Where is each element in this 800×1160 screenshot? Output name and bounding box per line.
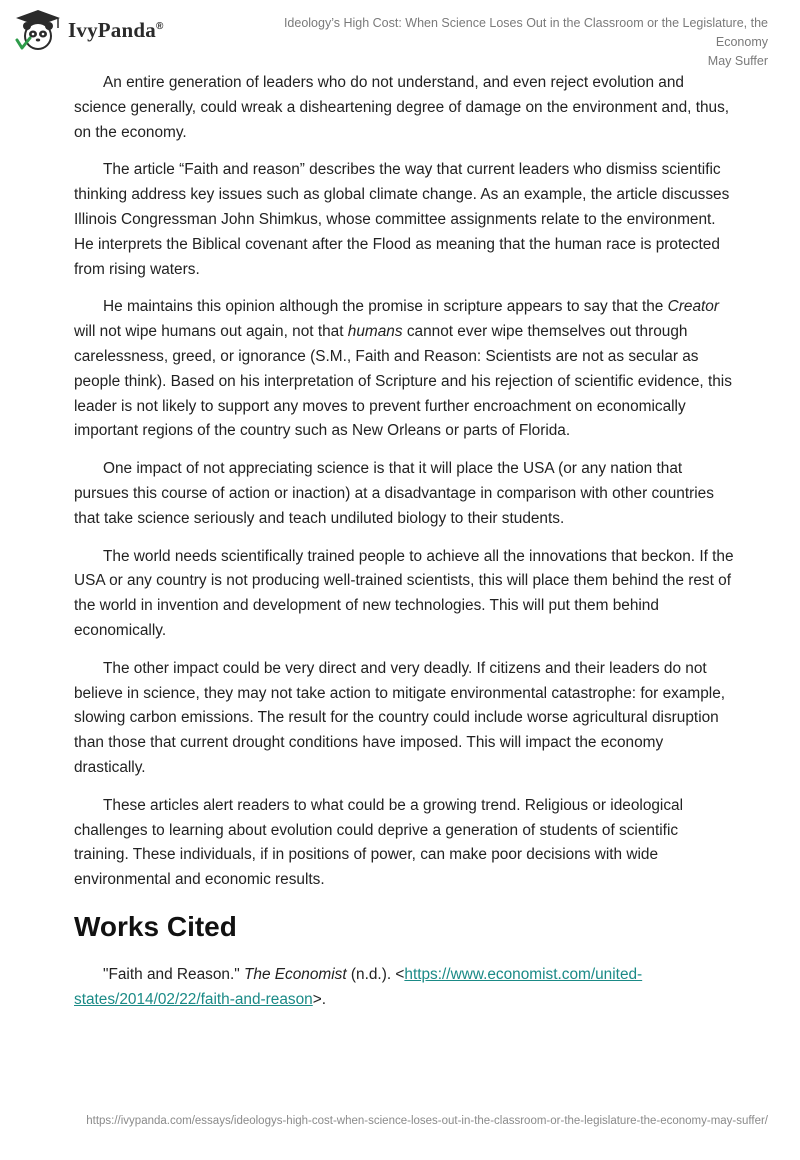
document-title-line-2: May Suffer [707, 54, 768, 68]
emphasis-humans: humans [347, 323, 403, 341]
citation-publication: The Economist [243, 965, 347, 983]
paragraph-6: The other impact could be very direct and very deadly. If citizens and their leaders do not believe in science, they may not take action to mitigate environmental catastrophe: for example, slowing carbon emissions. The result for the country could include worse agricultural disruption than those that current drought conditions have imposed. This will impact the economy drastically. [74, 659, 726, 776]
page-footer-url: https://ivypanda.com/essays/ideologys-high-cost-when-science-loses-out-in-the-classroom-or-the-legislature-the-economy-may-suffer/ [86, 1115, 768, 1127]
paragraph-4: One impact of not appreciating science is that it will place the USA (or any nation that pursues this course of action or inaction) at a disadvantage in comparison with other countries that take science seriously and teach undiluted biology to their students. [74, 460, 714, 527]
paragraph-5: The world needs scientifically trained people to achieve all the innovations that beckon. If the USA or any country is not producing well-trained scientists, this will place them behind the rest of the world in invention and development of new technologies. This will put them behind economically. [74, 547, 734, 639]
paragraph-1: An entire generation of leaders who do not understand, and even reject evolution and science generally, could wreak a disheartening degree of damage on the environment and, thus, on the economy. [74, 74, 730, 141]
document-title-line-1: Ideology’s High Cost: When Science Loses Out in the Classroom or the Legislature, the Economy [283, 16, 768, 49]
document-title [248, 14, 768, 71]
ivypanda-logo[interactable] [14, 8, 214, 52]
paragraph-2: The article “Faith and reason” describes the way that current leaders who dismiss scientific thinking address key issues such as global climate change. As an example, the article discusses Illinois Congressman John Shimkus, whose committee assignments relate to the environment. He interprets the Biblical covenant after the Flood as meaning that the human race is protected from rising waters. [74, 161, 730, 278]
emphasis-creator: Creator [667, 298, 719, 316]
panda-graduate-icon [14, 8, 62, 52]
logo-wordmark: IvyPanda® [68, 17, 164, 42]
citation-entry: "Faith and Reason." The Economist (n.d.). <https://www.economist.com/united-states/2014/02/22/faith-and-reason>. [74, 965, 643, 1008]
page-header [0, 0, 800, 68]
works-cited-heading: Works Cited [74, 910, 237, 942]
essay-body [74, 71, 734, 1026]
paragraph-3: He maintains this opinion although the promise in scripture appears to say that the Creator will not wipe humans out again, not that humans cannot ever wipe themselves out through carelessness, greed, or ignorance (S.M., Faith and Reason: Scientists are not as secular as people think). Based on his interpretation of Scripture and his rejection of scientific evidence, this leader is not likely to support any moves to prevent further encroachment on economically important regions of the country such as New Orleans or parts of Florida. [74, 298, 732, 440]
citation-link[interactable]: https://www.economist.com/united-states/2014/02/22/faith-and-reason [74, 965, 643, 1008]
paragraph-7: These articles alert readers to what could be a growing trend. Religious or ideological challenges to learning about evolution could deprive a generation of students of scientific training. These individuals, if in positions of power, can make poor decisions with wide environmental and economic results. [74, 796, 684, 889]
